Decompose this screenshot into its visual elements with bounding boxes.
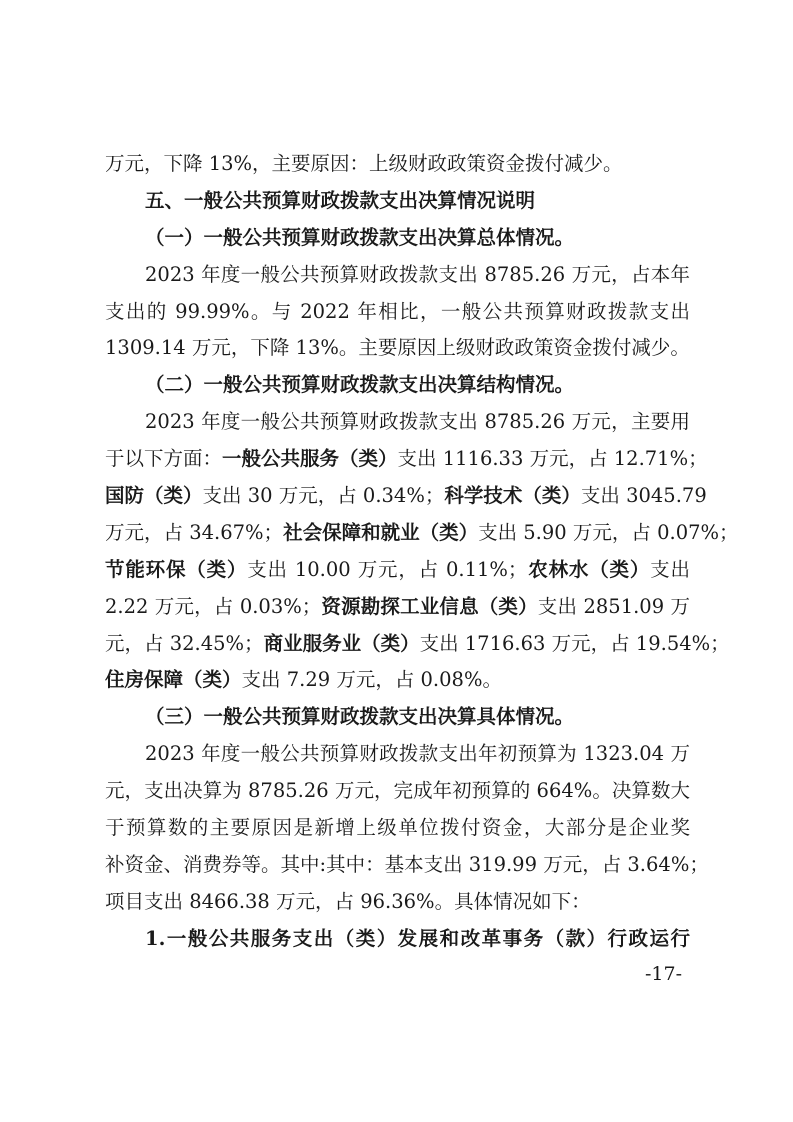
category-name: 科学技术（类） [444, 484, 581, 508]
text-segment: 于预算数的主要原因是新增上级单位拨付资金，大部分是企业奖 [105, 816, 690, 840]
paragraph-line [105, 515, 739, 552]
category-name: 节能环保（类） [105, 557, 248, 581]
document-body [105, 146, 739, 958]
paragraph-line [105, 257, 690, 294]
section-heading [105, 183, 690, 220]
paragraph-line [105, 478, 707, 515]
text-segment: 支出 7.29 万元，占 0.08%。 [241, 668, 502, 692]
category-name: 商业服务业（类） [263, 631, 420, 655]
text-segment: 2.22 万元，占 0.03%； [105, 594, 322, 618]
text-segment: 支出 10.00 万元，占 0.11%； [247, 557, 528, 581]
paragraph-line [105, 884, 690, 921]
subsection-heading [105, 699, 690, 736]
text-segment: 支出 [650, 557, 690, 581]
text-segment: 元，占 32.45%； [105, 631, 264, 655]
text-segment: 元，支出决算为 8785.26 万元，完成年初预算的 664%。决算数大 [105, 779, 690, 803]
text-segment: 1.一般公共服务支出（类）发展和改革事务（款）行政运行 [145, 926, 690, 950]
text-segment: 项目支出 8466.38 万元，占 96.36%。具体情况如下： [105, 889, 591, 913]
paragraph-line [105, 294, 690, 331]
text-segment: 支出的 99.99%。与 2022 年相比，一般公共预算财政拨款支出 [105, 299, 690, 323]
paragraph-line [105, 404, 690, 441]
page-number: -17- [645, 963, 683, 985]
text-segment: 支出 1716.63 万元，占 19.54%； [419, 631, 730, 655]
paragraph-line [105, 847, 709, 884]
text-segment: 2023 年度一般公共预算财政拨款支出 8785.26 万元，占本年 [145, 262, 690, 286]
text-segment: 补资金、消费券等。其中:其中：基本支出 319.99 万元，占 3.64%； [105, 852, 709, 876]
paragraph-line [105, 330, 690, 367]
item-heading [105, 921, 690, 958]
subsection-heading [105, 220, 690, 257]
paragraph-line [105, 810, 690, 847]
text-segment: （三）一般公共预算财政拨款支出决算具体情况。 [145, 705, 575, 729]
category-name: 一般公共服务（类） [222, 447, 398, 471]
text-segment: （一）一般公共预算财政拨款支出决算总体情况。 [145, 225, 575, 249]
text-segment: 支出 2851.09 万 [537, 594, 690, 618]
text-segment: （二）一般公共预算财政拨款支出决算结构情况。 [145, 373, 575, 397]
text-segment: 支出 30 万元，占 0.34%； [202, 484, 445, 508]
text-segment: 2023 年度一般公共预算财政拨款支出年初预算为 1323.04 万 [145, 742, 690, 766]
text-segment: 2023 年度一般公共预算财政拨款支出 8785.26 万元，主要用 [145, 410, 690, 434]
text-segment: 支出 1116.33 万元，占 12.71%； [397, 447, 708, 471]
paragraph-line [105, 441, 708, 478]
category-name: 农林水（类） [527, 557, 651, 581]
text-segment: 五、一般公共预算财政拨款支出决算情况说明 [145, 188, 536, 212]
text-segment: 于以下方面： [105, 447, 223, 471]
text-segment: 支出 5.90 万元，占 0.07%； [478, 520, 739, 544]
category-name: 社会保障和就业（类） [283, 520, 479, 544]
category-name: 住房保障（类） [105, 668, 242, 692]
paragraph-line [105, 662, 690, 699]
paragraph-line [105, 552, 690, 589]
category-name: 资源勘探工业信息（类） [321, 594, 538, 618]
paragraph-line [105, 146, 690, 183]
paragraph-line [105, 736, 690, 773]
text-segment: 万元，下降 13%，主要原因：上级财政政策资金拨付减少。 [105, 152, 623, 175]
paragraph-line [105, 626, 730, 663]
subsection-heading [105, 367, 690, 404]
text-segment: 万元，占 34.67%； [105, 520, 284, 544]
text-segment: 1309.14 万元，下降 13%。主要原因上级财政政策资金拨付减少。 [105, 336, 690, 360]
paragraph-line [105, 773, 690, 810]
category-name: 国防（类） [105, 484, 203, 508]
text-segment: 支出 3045.79 [580, 484, 707, 508]
paragraph-line [105, 589, 690, 626]
